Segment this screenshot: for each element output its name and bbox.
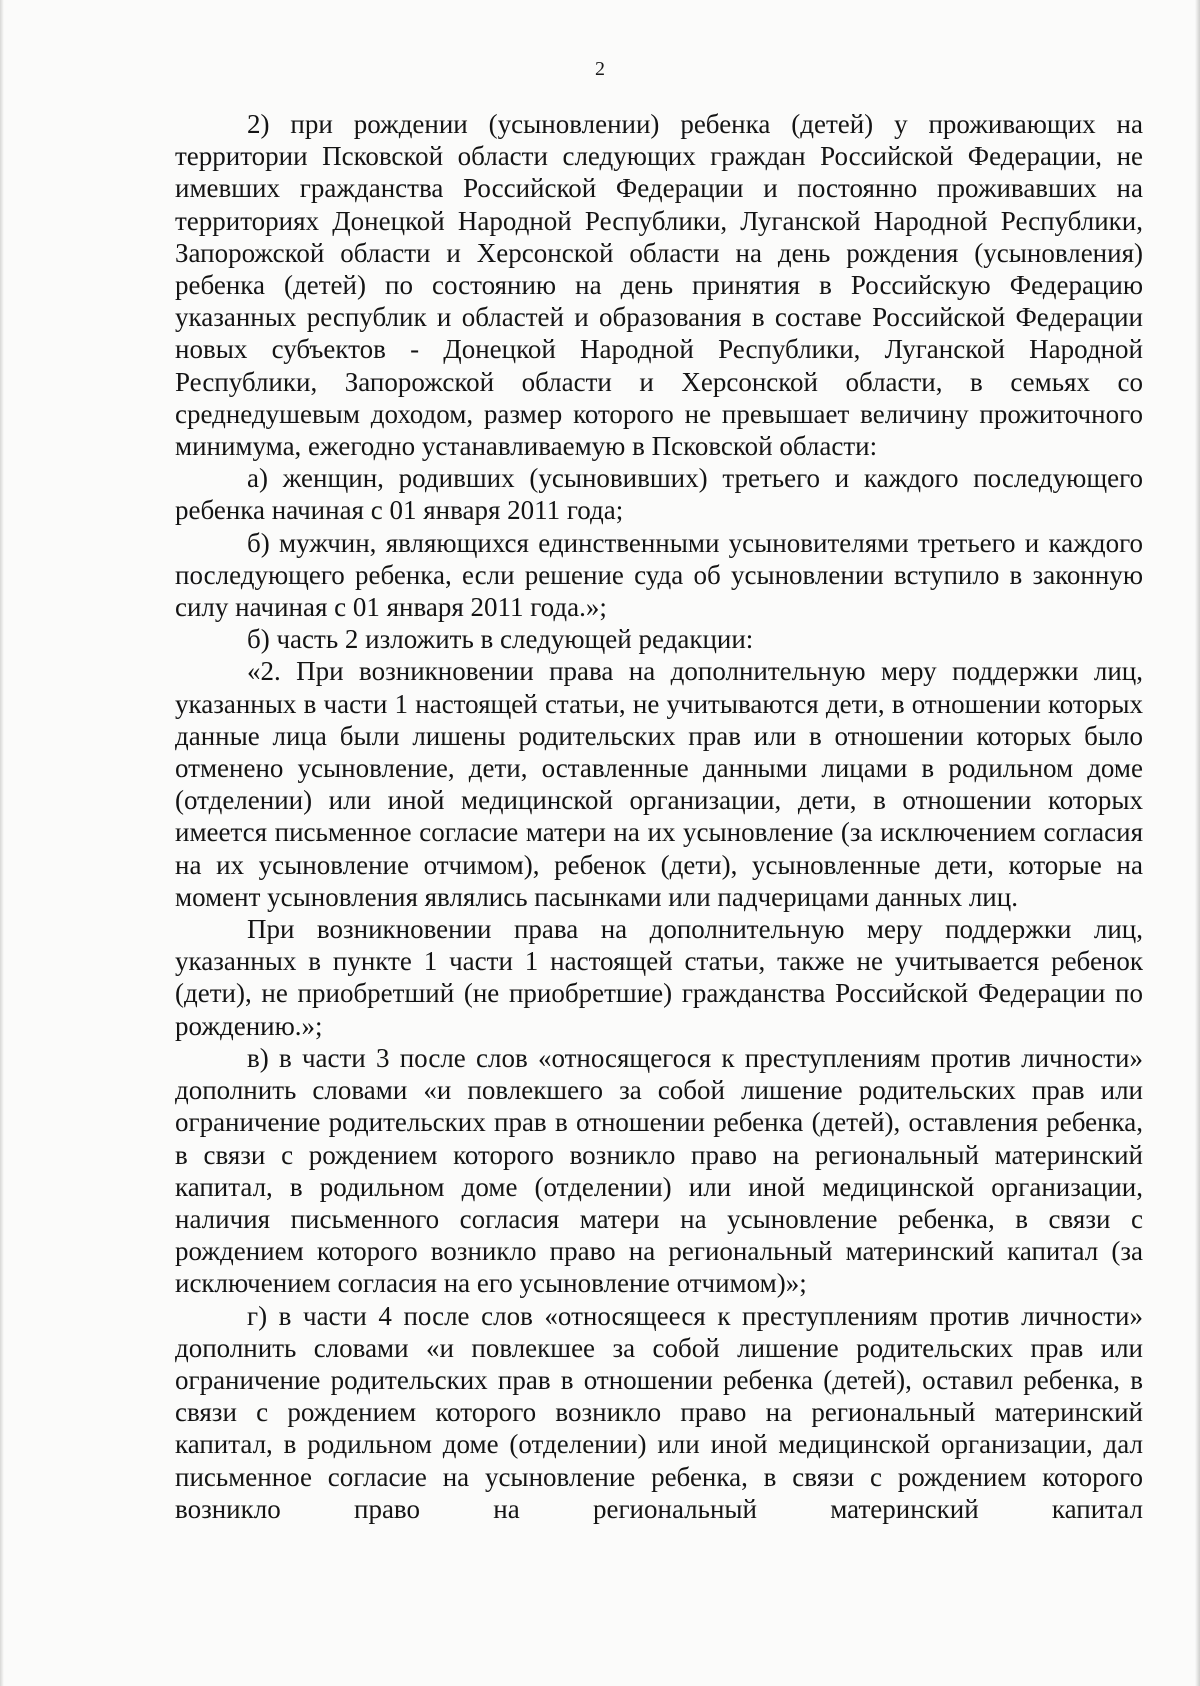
document-body bbox=[175, 108, 1143, 1525]
paragraph-amend-part-2: б) часть 2 изложить в следующей редакции: bbox=[247, 624, 754, 655]
paragraph-new-part-2-second: При возникновении права на дополнительную меру поддержки лиц, указанных в пункте 1 части 1 настоящей статьи, также не учитывается ребенок (дети), не приобретший (не приобретшие) гражданства Российской Федерации по рождению.»; bbox=[175, 914, 1143, 1041]
paragraph-new-part-2: «2. При возникновении права на дополнительную меру поддержки лиц, указанных в части 1 настоящей статьи, не учитываются дети, в отношении которых данные лица были лишены родительских прав или в отношении которых было отменено усыновление, дети, оставленные данными лицами в родильном доме (отделении) или иной медицинской организации, дети, в отношении которых имеется письменное согласие матери на их усыновление (за исключением согласия на их усыновление отчимом), ребенок (дети), усыновленные дети, которые на момент усыновления являлись пасынками или падчерицами данных лиц. bbox=[175, 656, 1143, 912]
scan-edge-left bbox=[0, 0, 4, 1686]
paragraph-item-2: 2) при рождении (усыновлении) ребенка (детей) у проживающих на территории Псковской области следующих граждан Российской Федерации, не имевших гражданства Российской Федерации и постоянно проживавших на территориях Донецкой Народной Республики, Луганской Народной Республики, Запорожской области и Херсонской области на день рождения (усыновления) ребенка (детей) по состоянию на день принятия в Российскую Федерацию указанных республик и областей и образования в составе Российской Федерации новых субъектов - Донецкой Народной Республики, Луганской Народной Республики, Запорожской области и Херсонской области, в семьях со среднедушевым доходом, размер которого не превышает величину прожиточного минимума, ежегодно устанавливаемую в Псковской области: bbox=[175, 109, 1143, 462]
paragraph-amend-part-3: в) в части 3 после слов «относящегося к преступлениям против личности» дополнить словами «и повлекшего за собой лишение родительских прав или ограничение родительских прав в отношении ребенка (детей), оставления ребенка, в связи с рождением которого возникло право на региональный материнский капитал, в родильном доме (отделении) или иной медицинской организации, наличия письменного согласия матери на усыновление ребенка, в связи с рождением которого возникло право на региональный материнский капитал (за исключением согласия на его усыновление отчимом)»; bbox=[175, 1042, 1143, 1299]
scan-edge-right bbox=[1195, 0, 1200, 1686]
paragraph-subitem-a: а) женщин, родивших (усыновивших) третьего и каждого последующего ребенка начиная с 01 января 2011 года; bbox=[175, 463, 1143, 526]
page-number: 2 bbox=[595, 58, 605, 80]
paragraph-subitem-b-men: б) мужчин, являющихся единственными усыновителями третьего и каждого последующего ребенка, если решение суда об усыновлении вступило в законную силу начиная с 01 января 2011 года.»; bbox=[175, 527, 1143, 623]
paragraph-amend-part-4: г) в части 4 после слов «относящееся к преступлениям против личности» дополнить словами «и повлекшее за собой лишение родительских прав или ограничение родительских прав в отношении ребенка (детей), оставил ребенка, в связи с рождением которого возникло право на региональный материнский капитал, в родильном доме (отделении) или иной медицинской организации, дал письменное согласие на усыновление ребенка, в связи с рождением которого возникло право на региональный материнский капитал bbox=[175, 1300, 1143, 1524]
